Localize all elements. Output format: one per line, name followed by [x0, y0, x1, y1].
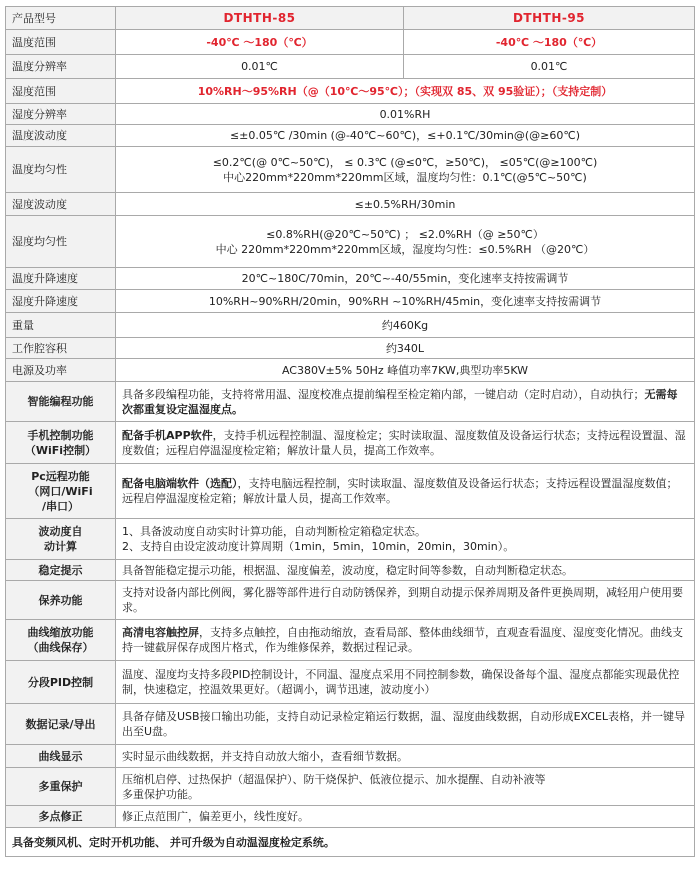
label-mobile-1: 手机控制功能 [27, 428, 94, 442]
row-pid [6, 661, 695, 704]
curve-show-value: 实时显示曲线数据，并支持自动放大缩小，查看细节数据。 [116, 745, 695, 768]
label-fluct-calc-2: 动计算 [44, 540, 77, 553]
row-curve-zoom [6, 620, 695, 661]
model-1: DTHTH-85 [116, 7, 404, 30]
protect-line1: 压缩机启停、过热保护（超温保护）、防干烧保护、低液位提示、加水提醒、自动补液等 [122, 772, 546, 786]
hum-unif-line2: 中心 220mm*220mm*220mm区域，湿度均匀性：≤0.5%RH （@20℃） [215, 242, 595, 256]
row-hum-rate [6, 290, 695, 313]
fluct-calc-value [116, 519, 695, 560]
protect-line2: 多重保护功能。 [122, 787, 199, 801]
label-curve-zoom-2: （曲线保存） [27, 641, 94, 654]
row-temp-fluct [6, 125, 695, 147]
temp-fluct-value: ≤±0.05℃ /30min (@-40℃~60℃)，≤+0.1℃/30min@(@≥60℃) [116, 125, 695, 147]
curve-zoom-bold: 高清电容触控屏 [122, 626, 199, 639]
label-mobile [6, 422, 116, 464]
fluct-calc-line2: 2、支持自由设定波动度计算周期（1min，5min，10min，20min，30min）。 [122, 540, 515, 553]
stable-value: 具备智能稳定提示功能，根据温、湿度偏差，波动度，稳定时间等参数，自动判断稳定状态。 [116, 560, 695, 581]
row-temp-range [6, 30, 695, 55]
label-pc-3: /串口） [41, 499, 80, 513]
temp-unif-value [116, 147, 695, 193]
label-smart-prog: 智能编程功能 [6, 382, 116, 422]
label-hum-unif: 湿度均匀性 [6, 216, 116, 268]
label-weight: 重量 [6, 313, 116, 338]
row-protect [6, 768, 695, 806]
row-volume [6, 338, 695, 359]
pc-value [116, 464, 695, 519]
hum-unif-line1: ≤0.8%RH(@20℃~50℃) ； ≤2.0%RH（@ ≥50℃） [266, 227, 544, 241]
pc-bold: 配备电脑端软件（选配） [122, 477, 238, 490]
temp-range-2: -40℃ ～180（℃） [404, 30, 695, 55]
label-temp-res: 温度分辨率 [6, 55, 116, 79]
label-hum-res: 湿度分辨率 [6, 104, 116, 125]
power-value: AC380V±5% 50Hz 峰值功率7KW,典型功率5KW [116, 359, 695, 382]
row-maint [6, 581, 695, 620]
row-hum-fluct [6, 193, 695, 216]
protect-value [116, 768, 695, 806]
pc-text: ，支持电脑远程控制，实时读取温、湿度数值及设备运行状态；支持远程设置温湿度数值；远程启停温湿度检定箱；解放计量人员，提高工作效率。 [122, 477, 678, 505]
label-fluct-calc-1: 波动度自 [38, 525, 83, 538]
fluct-calc-line1: 1、具备波动度自动实时计算功能，自动判断检定箱稳定状态。 [122, 525, 426, 538]
temp-res-1: 0.01℃ [116, 55, 404, 79]
curve-zoom-value [116, 620, 695, 661]
mobile-value [116, 422, 695, 464]
label-temp-unif: 温度均匀性 [6, 147, 116, 193]
label-temp-rate: 温度升降速度 [6, 268, 116, 290]
label-hum-range: 湿度范围 [6, 79, 116, 104]
label-hum-fluct: 湿度波动度 [6, 193, 116, 216]
row-smart-prog [6, 382, 695, 422]
label-power: 电源及功率 [6, 359, 116, 382]
label-curve-zoom [6, 620, 116, 661]
label-curve-show: 曲线显示 [6, 745, 116, 768]
hum-res-value: 0.01%RH [116, 104, 695, 125]
row-pc [6, 464, 695, 519]
label-record: 数据记录/导出 [6, 704, 116, 745]
temp-rate-value: 20℃~180C/70min，20℃~-40/55min，变化速率支持按需调节 [116, 268, 695, 290]
label-temp-range: 温度范围 [6, 30, 116, 55]
row-weight [6, 313, 695, 338]
row-hum-range [6, 79, 695, 104]
label-pc-1: Pc远程功能 [31, 469, 90, 483]
weight-value: 约460Kg [116, 313, 695, 338]
row-hum-unif [6, 216, 695, 268]
row-curve-show [6, 745, 695, 768]
label-curve-zoom-1: 曲线缩放功能 [27, 626, 94, 639]
volume-value: 约340L [116, 338, 695, 359]
record-value: 具备存储及USB接口输出功能，支持自动记录检定箱运行数据，温、湿度曲线数据，自动形成EXCEL表格，并一键导出至U盘。 [116, 704, 695, 745]
label-stable: 稳定提示 [6, 560, 116, 581]
label-pc-2: （网口/WiFi [28, 484, 93, 498]
label-fluct-calc [6, 519, 116, 560]
label-hum-rate: 湿度升降速度 [6, 290, 116, 313]
label-protect: 多重保护 [6, 768, 116, 806]
row-fluct-calc [6, 519, 695, 560]
model-2: DTHTH-95 [404, 7, 695, 30]
smart-prog-text: 具备多段编程功能，支持将常用温、湿度校准点提前编程至检定箱内部，一键启动（定时启动），自动执行； [122, 387, 645, 401]
row-temp-res [6, 55, 695, 79]
mobile-bold: 配备手机APP软件 [122, 428, 213, 442]
row-stable [6, 560, 695, 581]
row-multi-fix [6, 806, 695, 828]
label-pc [6, 464, 116, 519]
temp-unif-line2: 中心220mm*220mm*220mm区域，温度均匀性：0.1℃(@5℃~50℃) [223, 170, 587, 184]
footer-note: 具备变频风机、定时开机功能、 并可升级为自动温湿度检定系统。 [6, 828, 695, 857]
label-temp-fluct: 温度波动度 [6, 125, 116, 147]
smart-prog-bold: 无需每次都重复设定温湿度点。 [122, 387, 678, 416]
label-mobile-2: （WiFi控制） [24, 443, 97, 457]
row-hum-res [6, 104, 695, 125]
hum-rate-value: 10%RH~90%RH/20min，90%RH ~10%RH/45min，变化速率支持按需调节 [116, 290, 695, 313]
hum-fluct-value: ≤±0.5%RH/30min [116, 193, 695, 216]
header-label: 产品型号 [6, 7, 116, 30]
multi-fix-value: 修正点范围广，偏差更小，线性度好。 [116, 806, 695, 828]
temp-range-1: -40℃ ～180（℃） [116, 30, 404, 55]
smart-prog-value [116, 382, 695, 422]
row-footer [6, 828, 695, 857]
pid-value: 温度、湿度均支持多段PID控制设计，不同温、湿度点采用不同控制参数，确保设备每个温、湿度点都能实现最优控制，快速稳定，控温效果更好。（超调小，调节迅速，波动度小） [116, 661, 695, 704]
maint-value: 支持对设备内部比例阀，雾化器等部件进行自动防锈保养，到期自动提示保养周期及备件更换周期，减轻用户使用要求。 [116, 581, 695, 620]
row-power [6, 359, 695, 382]
row-record [6, 704, 695, 745]
row-temp-unif [6, 147, 695, 193]
header-row [6, 7, 695, 30]
row-mobile [6, 422, 695, 464]
label-pid: 分段PID控制 [6, 661, 116, 704]
temp-unif-line1: ≤0.2℃(@ 0℃~50℃)， ≤ 0.3℃ (@≤0℃，≥50℃)， ≤05℃(@≥100℃) [212, 155, 598, 169]
label-multi-fix: 多点修正 [6, 806, 116, 828]
temp-res-2: 0.01℃ [404, 55, 695, 79]
row-temp-rate [6, 268, 695, 290]
curve-zoom-text: ，支持多点触控，自由拖动缩放，查看局部、整体曲线细节，直观查看温度、湿度变化情况。曲线支持一键截屏保存成图片格式，作为维修保养，数据过程记录。 [122, 626, 683, 654]
label-volume: 工作腔容积 [6, 338, 116, 359]
hum-unif-value [116, 216, 695, 268]
label-maint: 保养功能 [6, 581, 116, 620]
spec-table [5, 6, 695, 857]
hum-range-value: 10%RH～95%RH（@（10℃～95℃）；（实现双 85、双 95验证）；（支持定制） [116, 79, 695, 104]
mobile-text: ，支持手机远程控制温、湿度检定；实时读取温、湿度数值及设备运行状态；支持远程设置温、湿度数值；远程启停温湿度检定箱；解放计量人员，提高工作效率。 [122, 428, 686, 457]
